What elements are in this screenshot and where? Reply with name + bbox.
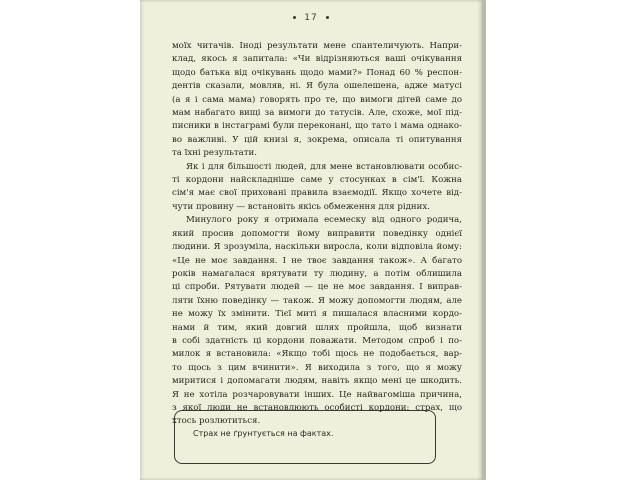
paragraph bbox=[172, 214, 462, 429]
text-line: нами й тим, який довгий шлях пройшла, щоб визнати bbox=[172, 322, 462, 333]
scan-background bbox=[0, 0, 140, 480]
paragraph bbox=[172, 161, 462, 215]
text-line: та їхні результати. bbox=[172, 148, 257, 159]
text-line: то щось з цим вчинити». Я виходила з того, що я можу bbox=[172, 362, 462, 373]
text-line: ляти їхню поведінку — також. Я можу допомогти людям, але bbox=[172, 295, 462, 306]
text-line: дентів сказали, мовляв, ні. Я була ошелешена, адже матусі bbox=[172, 81, 462, 92]
text-line: щодо батька від очікувань щодо мами?» Понад 60 % респон- bbox=[172, 67, 462, 78]
callout-box bbox=[174, 410, 436, 464]
text-line: милок я встановила: «Якщо тобі щось не подобається, вар- bbox=[172, 349, 462, 360]
text-line: років намагалася врятувати ту людину, а потім облишила bbox=[172, 268, 462, 279]
text-line: моїх читачів. Іноді результати мене спантеличують. Напри- bbox=[172, 41, 462, 51]
text-line: ці спроби. Рятувати людей — це не моє завдання. І виправ- bbox=[172, 282, 462, 293]
page-number-dot-left bbox=[293, 16, 296, 19]
text-line: (а я і сама мама) говорять про те, що вимоги дітей саме до bbox=[172, 94, 462, 105]
paragraph bbox=[172, 40, 462, 161]
text-line: во важливі. У цій книзі я, зокрема, описала ті опитування bbox=[172, 134, 462, 145]
callout-text: Страх не ґрунтується на фактах. bbox=[193, 429, 334, 438]
page-number-value: 17 bbox=[304, 13, 318, 23]
book-page bbox=[140, 0, 482, 480]
text-line: писники в інстаграмі були переконані, що тато і мама однако- bbox=[172, 121, 462, 132]
page-edge bbox=[482, 0, 486, 480]
text-line: миритися і допомагати людям, навіть якщо мені це шкодить. bbox=[172, 376, 462, 387]
text-line: Минулого року я отримала есемеску від одного родича, bbox=[186, 215, 462, 226]
text-line: ті кордони найскладніше саме у стосунках в сім'ї. Кожна bbox=[172, 175, 462, 186]
text-line: клад, якось я запитала: «Чи відрізняються ваші очікування bbox=[172, 54, 462, 65]
page-number bbox=[140, 13, 482, 23]
text-line: чути провину — встановіть якісь обмеження для рідних. bbox=[172, 201, 430, 212]
text-line: який просив допомогти йому виправити поведінку однієї bbox=[172, 228, 462, 239]
text-line: Як і для більшості людей, для мене встановлювати особис- bbox=[186, 161, 462, 172]
text-line: не можу їх змінити. Тієї миті я пишалася власними кордо- bbox=[172, 309, 462, 320]
text-line: хтось розлютиться. bbox=[172, 416, 261, 427]
text-line: мам набагато вищі за вимоги до татусів. Але, схоже, мої під- bbox=[172, 108, 462, 119]
page-number-dot-right bbox=[326, 16, 329, 19]
text-line: в собі здатність ці кордони поважати. Методом спроб і по- bbox=[172, 335, 462, 346]
body-text bbox=[172, 40, 462, 429]
text-line: людини. Я зрозуміла, наскільки виросла, коли відповіла йому: bbox=[172, 242, 462, 253]
text-line: Я не хотіла розчаровувати інших. Це найвагоміша причина, bbox=[172, 389, 462, 400]
text-line: «Це не моє завдання. І не твоє завдання також». А багато bbox=[172, 255, 462, 266]
text-line: сім'я має свої приховані правила взаємодії. Якщо хочете від- bbox=[172, 188, 462, 199]
text-line: з якої люди не встановлюють особисті кордони: страх, що bbox=[172, 402, 462, 413]
